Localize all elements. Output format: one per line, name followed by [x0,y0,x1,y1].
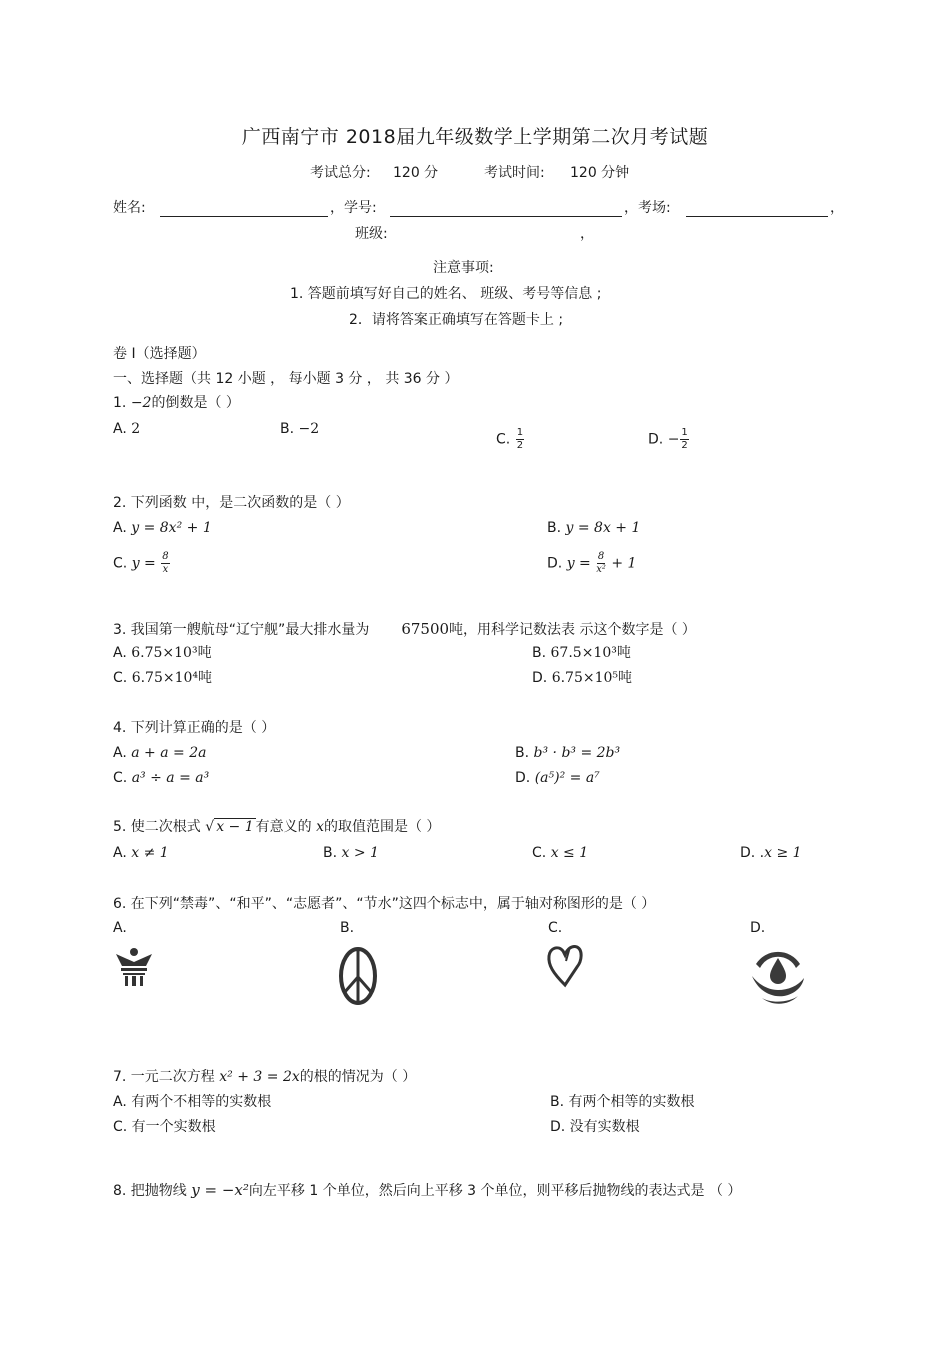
room-label: ，考场: [624,200,671,216]
q2-option-a: A. y = 8x² + 1 [113,520,212,536]
q2-option-c: C. y = $\frac{8}{x}$ [113,551,169,575]
q7-option-d: D. 没有实数根 [550,1119,640,1135]
q6-option-c-label: C. [548,920,563,936]
question-1-stem: 1. −2的倒数是（ ） [113,395,240,411]
time-label: 考试时间: [484,165,545,181]
question-2-stem: 2. 下列函数 中，是二次函数的是（ ） [113,495,350,511]
water-saving-icon [748,946,808,1008]
question-8-stem: 8. 把抛物线 y = −x²向左平移 1 个单位，然后向上平移 3 个单位，则平移后抛物线的表达式是 （ ） [113,1181,742,1199]
q4-option-d: D. (a⁵)² = a⁷ [515,770,600,786]
class-label: 班级: [355,226,388,242]
question-6-stem: 6. 在下列“禁毒”、“和平”、“志愿者”、“节水”这四个标志中，属于轴对称图形的是（ ） [113,896,656,912]
q4-option-a: A. a + a = 2a [113,745,207,761]
q5-option-a: A. x ≠ 1 [113,845,169,861]
q7-option-c: C. 有一个实数根 [113,1119,216,1135]
q5-option-c: C. x ≤ 1 [532,845,589,861]
q3-option-b: B. 67.5×10³吨 [532,645,631,661]
q5-option-b: B. x > 1 [323,845,379,861]
name-label: 姓名: [113,200,146,216]
q3-option-d: D. 6.75×10⁵吨 [532,670,633,686]
q2-option-d: D. y = $\frac{8}{\text{x²}}$ + 1 [547,551,637,575]
q6-option-b-label: B. [340,920,355,936]
time-value: 120 分钟 [570,165,630,181]
score-value: 120 分 [393,165,439,181]
peace-sign-icon [337,945,379,1007]
q5-option-d: D. .x ≥ 1 [740,845,802,861]
notes-heading: 注意事项: [433,260,494,276]
q6-option-d-label: D. [750,920,766,936]
q4-option-c: C. a³ ÷ a = a³ [113,770,210,786]
q1-option-a: A. 2 [113,421,141,437]
q1-option-d: D. − $\frac{1}{2}$ [648,427,688,451]
id-field[interactable] [390,200,622,217]
volume-heading: 卷 I（选择题） [113,346,206,362]
q7-option-b: B. 有两个相等的实数根 [550,1094,695,1110]
q1-option-b: B. −2 [280,421,320,437]
question-4-stem: 4. 下列计算正确的是（ ） [113,720,276,736]
room-field[interactable] [686,200,828,217]
id-label: ，学号: [330,200,377,216]
heart-hand-icon [545,941,585,989]
score-label: 考试总分: [310,165,371,181]
question-3-stem: 3. 我国第一艘航母“辽宁舰”最大排水量为 67500吨，用科学记数法表 示这个数字是（ ） [113,620,696,638]
q2-option-b: B. y = 8x + 1 [547,520,641,536]
note-item: 1. 答题前填写好自己的姓名、 班级、考号等信息 ; [290,286,602,302]
name-field[interactable] [160,200,328,217]
question-7-stem: 7. 一元二次方程 x² + 3 = 2x的根的情况为（ ） [113,1069,417,1085]
question-5-stem: 5. 使二次根式 √ x − 1 有意义的 x的取值范围是（ ） [113,819,441,835]
q1-option-c: C. $\frac{1}{2}$ [496,427,524,451]
class-comma: ， [580,226,594,242]
note-item: 2．请将答案正确填写在答题卡上 ; [349,312,564,328]
part-heading: 一、选择题（共 12 小题 ， 每小题 3 分 ， 共 36 分 ） [113,371,459,387]
q3-option-a: A. 6.75×10³吨 [113,645,212,661]
q3-option-c: C. 6.75×10⁴吨 [113,670,213,686]
q7-option-a: A. 有两个不相等的实数根 [113,1094,272,1110]
q4-option-b: B. b³ · b³ = 2b³ [515,745,621,761]
page-title: 广西南宁市 2018届九年级数学上学期第二次月考试题 [241,126,709,148]
end-comma: ， [830,200,844,216]
q6-option-a-label: A. [113,920,127,936]
eagle-logo-icon [113,944,155,988]
